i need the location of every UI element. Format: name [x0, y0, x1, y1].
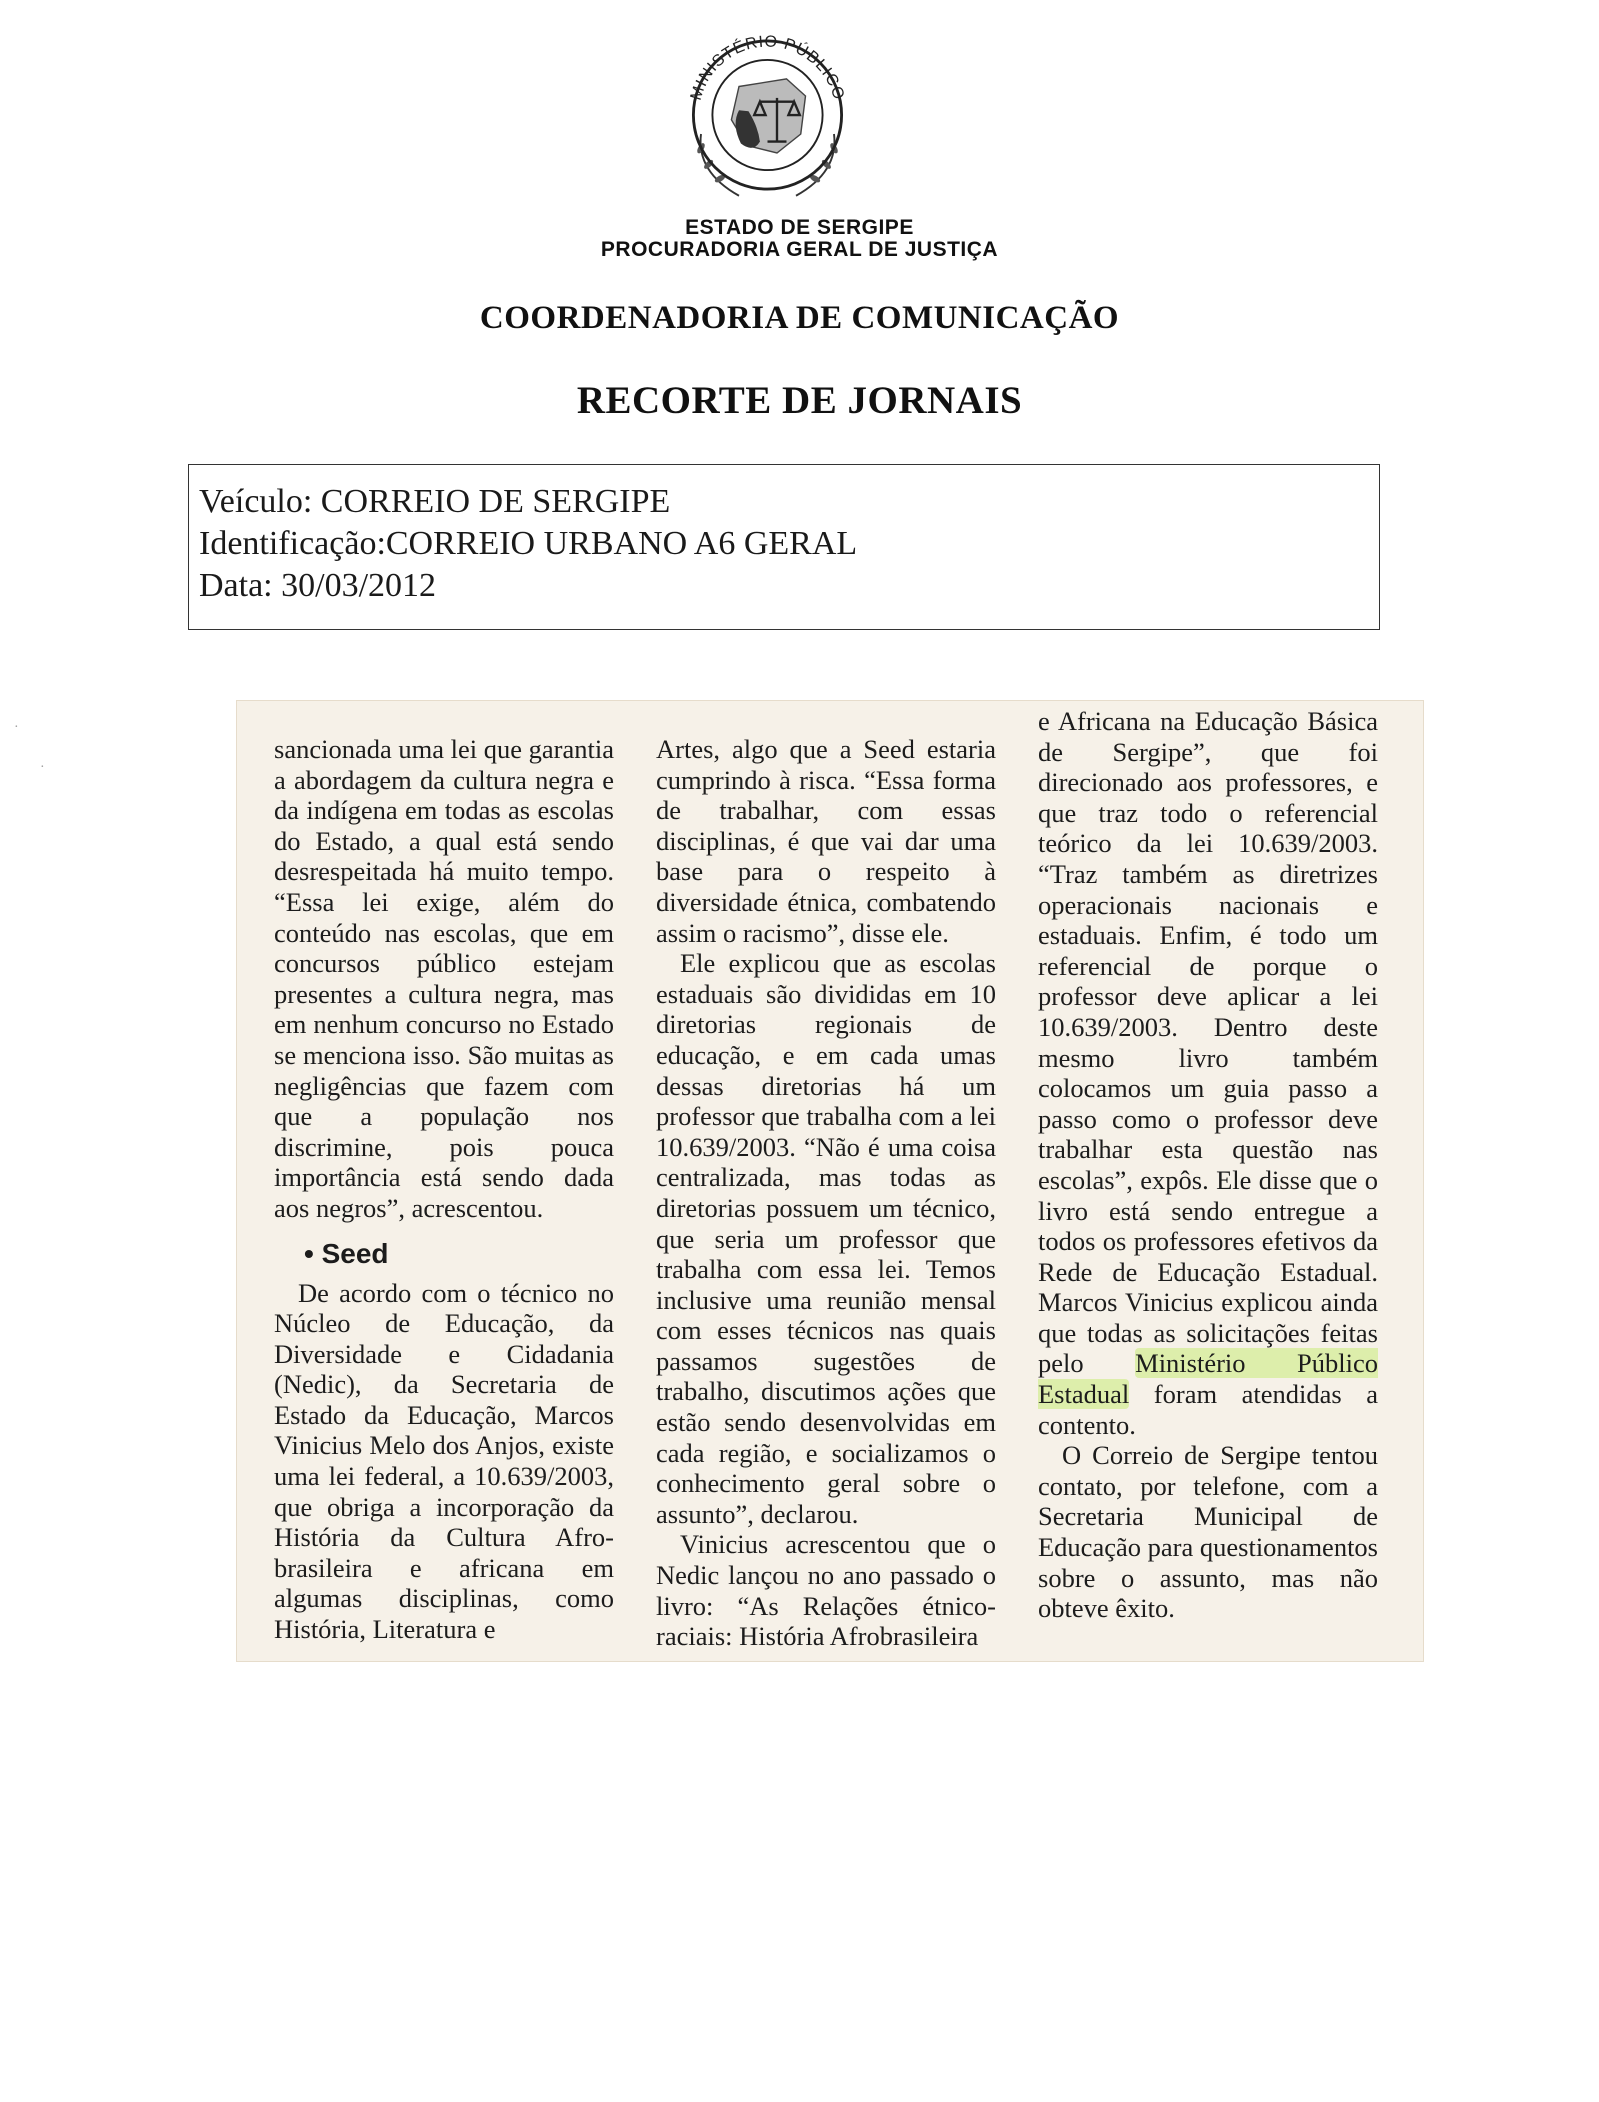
date-line: Data: 30/03/2012	[199, 567, 437, 604]
article-paragraph: Vinicius acrescentou que o Nedic lançou no ano passado o livro: “As Relações étnico-raciais: História Afrobrasileira	[656, 1529, 996, 1652]
article-paragraph: Artes, algo que a Seed estaria cumprindo à risca. “Essa forma de trabalhar, com essas disciplinas, é que vai dar uma base para o respeito à diversidade étnica, combatendo assim o racismo”, disse ele.	[656, 734, 996, 948]
article-paragraph	[1038, 706, 1378, 1440]
article-column-3	[1038, 706, 1378, 1624]
svg-text:MINISTÉRIO PÚBLICO: MINISTÉRIO PÚBLICO	[686, 32, 849, 103]
scan-mark: ·	[14, 720, 19, 735]
article-text: foram atendidas a contento.	[1038, 1379, 1378, 1440]
article-column-1	[274, 734, 614, 1645]
article-paragraph: De acordo com o técnico no Núcleo de Educação, da Diversidade e Cidadania (Nedic), da Secretaria de Estado da Educação, Marcos Vinicius Melo dos Anjos, existe uma lei federal, a 10.639/2003, que obriga a incorporação da História da Cultura Afro-brasileira e africana em algumas disciplinas, como História, Literatura e	[274, 1277, 614, 1645]
article-paragraph: O Correio de Sergipe tentou contato, por telefone, com a Secretaria Municipal de Educação para questionamentos sobre o assunto, mas não obteve êxito.	[1038, 1440, 1378, 1624]
section-subhead: • Seed	[304, 1237, 389, 1269]
state-name: ESTADO DE SERGIPE	[685, 216, 914, 239]
article-text: e Africana na Educação Básica de Sergipe”, que foi direcionado aos professores, e que traz todo o referencial teórico da lei 10.639/2003. “Traz também as diretrizes operacionais nacionais e estaduais. Enfim, é todo um referencial de porque o professor deve aplicar a lei 10.639/2003. Dentro deste mesmo livro também colocamos um guia passo a passo como o professor deve trabalhar esta questão nas escolas”, expôs. Ele disse que o livro está sendo entregue a todos os professores efetivos da Rede de Educação Estadual. Marcos Vinicius explicou ainda que todas as solicitações feitas pelo	[1038, 706, 1378, 1379]
highlighted-text: Ministério Público Estadual	[1038, 1348, 1379, 1410]
clipping-info-box	[188, 464, 1380, 630]
vehicle-line: Veículo: CORREIO DE SERGIPE	[199, 483, 671, 520]
agency-name: PROCURADORIA GERAL DE JUSTIÇA	[600, 238, 999, 261]
article-paragraph: Ele explicou que as escolas estaduais são divididas em 10 diretorias regionais de educação, e em cada umas dessas diretorias há um professor que trabalha com a lei 10.639/2003. “Não é uma coisa centralizada, mas todas as diretorias possuem um técnico, que seria um professor que trabalha com essa lei. Temos inclusive uma reunião mensal com esses técnicos nas quais passamos sugestões de trabalho, discutimos ações que estão sendo desenvolvidas em cada região, e socializamos o conhecimento geral sobre o assunto”, declarou.	[656, 948, 996, 1529]
department-name: COORDENADORIA DE COMUNICAÇÃO	[479, 300, 1120, 336]
scales-of-justice-icon	[670, 20, 865, 210]
article-column-2	[656, 734, 996, 1652]
scan-mark: ·	[40, 760, 45, 775]
newspaper-clipping	[236, 700, 1424, 1662]
article-paragraph: sancionada uma lei que garantia a abordagem da cultura negra e da indígena em todas as escolas do Estado, a qual está sendo desrespeitada há muito tempo. “Essa lei exige, além do conteúdo nas escolas, que em concursos público estejam presentes a cultura negra, mas em nenhum concurso no Estado se menciona isso. São muitas as negligências que fazem com que a população nos discrimine, pois pouca importância está sendo dada aos negros”, acrescentou.	[274, 734, 614, 1223]
identification-line: Identificação:CORREIO URBANO A6 GERAL	[199, 525, 858, 562]
page-title: RECORTE DE JORNAIS	[576, 379, 1023, 422]
ministerio-publico-seal	[670, 20, 865, 210]
